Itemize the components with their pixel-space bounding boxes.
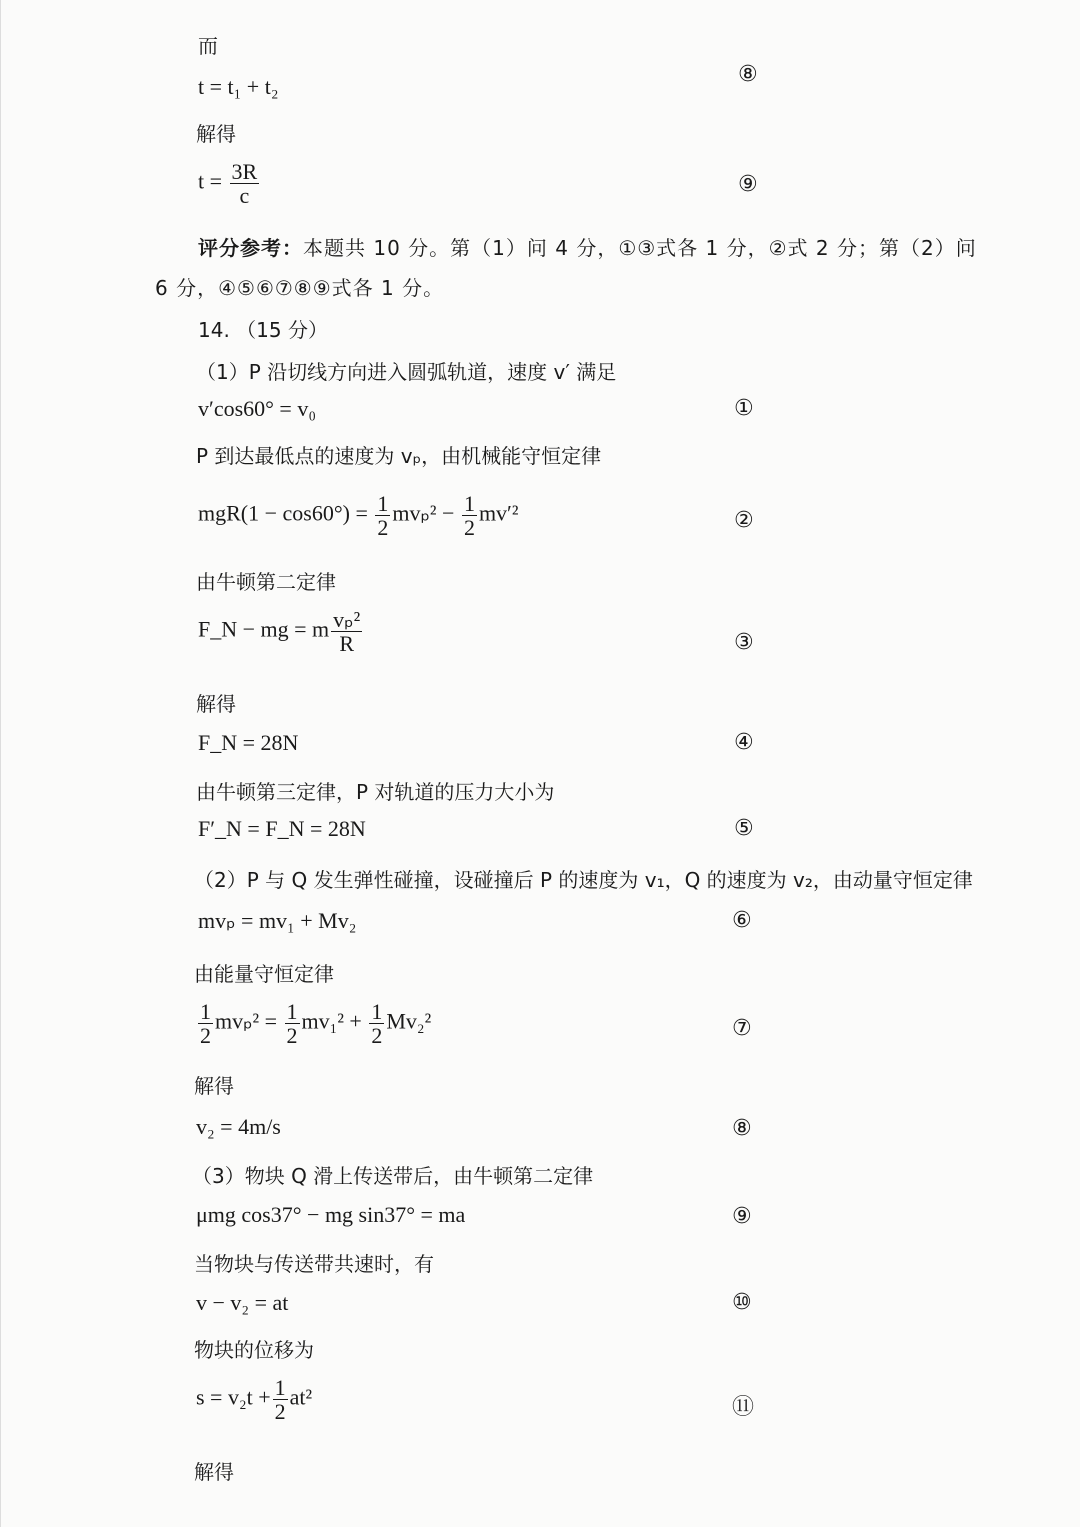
score-reference-label: 评分参考： <box>198 236 303 260</box>
text-er: 而 <box>198 34 218 58</box>
text-energy-conservation: 由能量守恒定律 <box>194 962 334 986</box>
equation-marker-5: ⑤ <box>734 816 754 841</box>
page-edge <box>0 0 1 1527</box>
part-1-text: （1）P 沿切线方向进入圆弧轨道，速度 v′ 满足 <box>196 360 617 384</box>
text-newton-3: 由牛顿第三定律，P 对轨道的压力大小为 <box>196 780 555 804</box>
text-jiede-4: 解得 <box>194 1460 234 1484</box>
text-displacement: 物块的位移为 <box>194 1338 314 1362</box>
equation-2: mgR(1 − cos60°) = $\frac{1}{2}$ mvₚ² − $\frac{1}{2}$ mv′² <box>198 491 519 541</box>
equation-11: s = v₂t + $\frac{1}{2}$ at² <box>196 1375 313 1425</box>
question-14-heading: 14. （15 分） <box>198 318 328 342</box>
equation-9: μmg cos37° − mg sin37° = ma <box>196 1202 466 1227</box>
equation-t-result: t = $\frac{3R}{c}$ <box>198 159 258 209</box>
equation-1: v′cos60° = v₀ <box>198 396 317 421</box>
score-reference <box>198 232 977 261</box>
equation-6: mvₚ = mv₁ + Mv₂ <box>198 908 357 933</box>
equation-7: $\frac{1}{2}$ mvₚ² = $\frac{1}{2}$ mv₁² + $\frac{1}{2}$ Mv₂² <box>200 999 432 1049</box>
part-3-text: （3）物块 Q 滑上传送带后，由牛顿第二定律 <box>192 1164 594 1188</box>
text-jiede-2: 解得 <box>196 692 236 716</box>
equation-5: F′_N = F_N = 28N <box>198 816 366 841</box>
text-newton-2-a: 由牛顿第二定律 <box>196 570 336 594</box>
equation-marker-2: ② <box>734 508 754 533</box>
text-jiede-3: 解得 <box>194 1074 234 1098</box>
text-jiede-1: 解得 <box>196 122 236 146</box>
score-reference-text: 本题共 10 分。第（1）问 4 分，①③式各 1 分，②式 2 分；第（2）问 <box>303 236 977 260</box>
equation-marker-8a: ⑧ <box>738 62 758 87</box>
score-reference-cont: 6 分，④⑤⑥⑦⑧⑨式各 1 分。 <box>155 276 445 300</box>
equation-marker-1: ① <box>734 396 754 421</box>
equation-3: F_N − mg = m $\frac{\text{vₚ²}}{R}$ <box>198 607 361 657</box>
equation-4: F_N = 28N <box>198 730 299 755</box>
text-lowest-point: P 到达最低点的速度为 vₚ，由机械能守恒定律 <box>196 444 602 468</box>
equation-10: v − v₂ = at <box>196 1290 289 1315</box>
equation-marker-8: ⑧ <box>732 1116 752 1141</box>
equation-marker-3: ③ <box>734 630 754 655</box>
part-2-text: （2）P 与 Q 发生弹性碰撞，设碰撞后 P 的速度为 v₁，Q 的速度为 v₂，由动量守恒定律 <box>194 868 973 892</box>
equation-8: v₂ = 4m/s <box>196 1114 281 1139</box>
equation-marker-10: ⑩ <box>732 1290 752 1315</box>
equation-marker-9: ⑨ <box>732 1204 752 1229</box>
equation-t-sum: t = t₁ + t₂ <box>198 74 279 99</box>
equation-marker-4: ④ <box>734 730 754 755</box>
equation-marker-7: ⑦ <box>732 1016 752 1041</box>
equation-marker-9a: ⑨ <box>738 172 758 197</box>
equation-marker-11: ⑪ <box>732 1395 755 1420</box>
text-common-speed: 当物块与传送带共速时，有 <box>194 1252 434 1276</box>
equation-marker-6: ⑥ <box>732 908 752 933</box>
